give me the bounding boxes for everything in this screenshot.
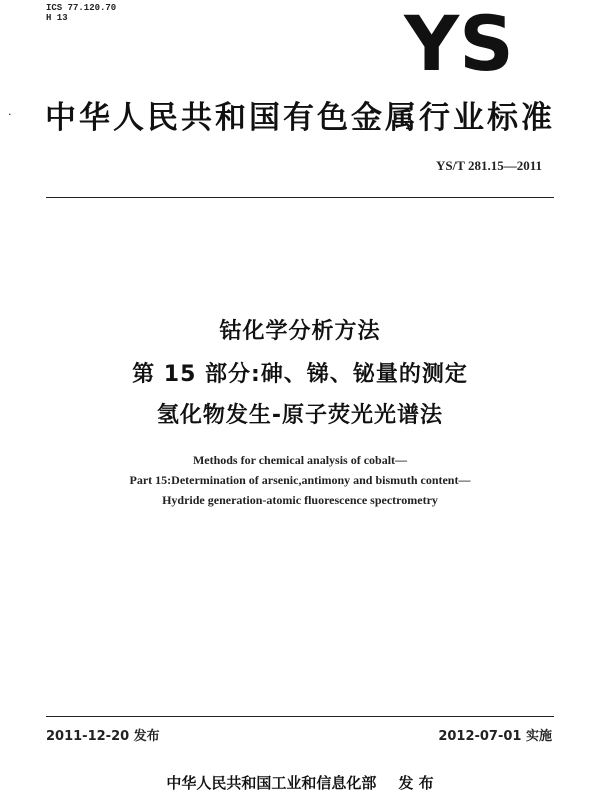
organization-title: 中华人民共和国有色金属行业标准 <box>45 100 555 136</box>
publisher-action: 发 布 <box>398 774 434 792</box>
ics-code: ICS 77.120.70 <box>46 3 117 13</box>
cn-title-line-2: 第 15 部分:砷、锑、铋量的测定 <box>132 362 468 387</box>
en-title-line-3: Hydride generation-atomic fluorescence spectrometry <box>162 493 438 507</box>
ccs-code: H 13 <box>46 13 68 23</box>
publisher-line <box>0 772 600 793</box>
en-title-line-1: Methods for chemical analysis of cobalt— <box>192 453 408 467</box>
ys-logo-graphic <box>397 12 521 74</box>
margin-dot: · <box>8 108 12 121</box>
standard-number: YS/T 281.15—2011 <box>436 158 542 173</box>
top-divider <box>46 197 554 198</box>
issue-date: 2011-12-20 发布 <box>46 729 160 744</box>
cn-title-line-3: 氢化物发生-原子荧光光谱法 <box>156 403 444 428</box>
publisher-name: 中华人民共和国工业和信息化部 <box>166 774 377 792</box>
classification-codes <box>46 3 116 23</box>
implementation-date: 2012-07-01 实施 <box>438 729 552 744</box>
ys-logo <box>397 12 521 74</box>
bottom-divider <box>46 716 554 717</box>
cn-title-line-1: 钴化学分析方法 <box>219 319 381 344</box>
en-title-line-2: Part 15:Determination of arsenic,antimony and bismuth content— <box>129 473 471 487</box>
ys-logo-text: YS <box>404 12 514 74</box>
